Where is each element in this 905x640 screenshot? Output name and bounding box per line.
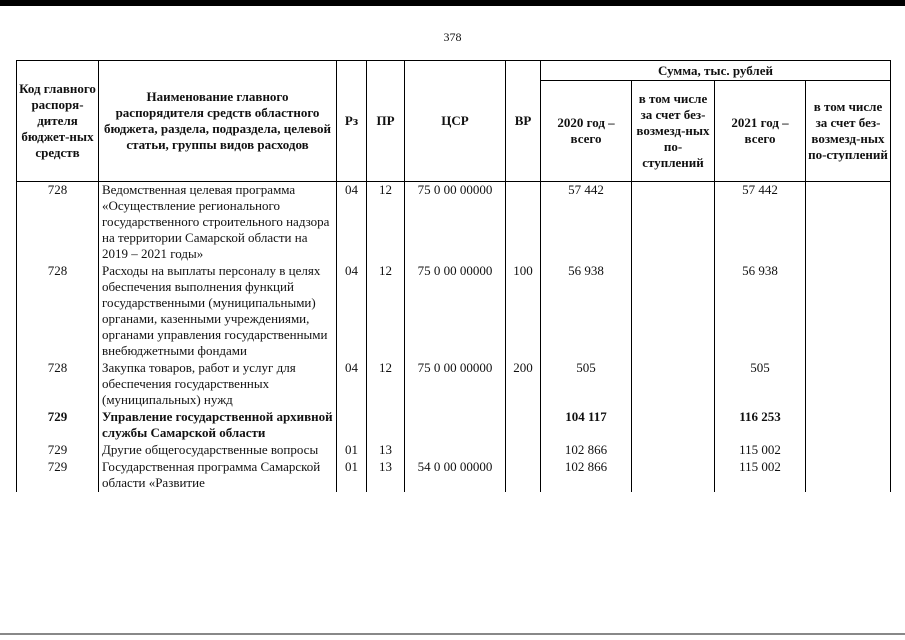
header-sum: Сумма, тыс. рублей [541,61,891,81]
cell-name: Расходы на выплаты персоналу в целях обеспечения выполнения функций государственными (муниципальными) органами, казенными учреждениями, органами управления государственными внебюджетными фондами [99,263,337,360]
header-kod: Код главного распоря-дителя бюджет-ных средств [17,61,99,182]
cell-y2020-free [632,442,715,459]
cell-vr: 200 [506,360,541,409]
top-border [0,0,905,6]
cell-y2021-free [806,442,891,459]
header-rz: Рз [337,61,367,182]
cell-y2021-free [806,263,891,360]
cell-rz [337,409,367,442]
cell-y2020: 56 938 [541,263,632,360]
header-vr: ВР [506,61,541,182]
header-csr: ЦСР [405,61,506,182]
cell-pr: 12 [367,263,405,360]
cell-pr: 12 [367,360,405,409]
cell-y2021: 116 253 [715,409,806,442]
cell-pr: 13 [367,459,405,492]
cell-kod: 729 [17,459,99,492]
cell-kod: 728 [17,182,99,264]
cell-y2021: 115 002 [715,459,806,492]
bottom-border [0,633,905,635]
cell-y2020-free [632,182,715,264]
table-row [17,360,891,409]
cell-csr [405,442,506,459]
cell-kod: 728 [17,360,99,409]
cell-rz: 04 [337,182,367,264]
cell-csr: 54 0 00 00000 [405,459,506,492]
header-2020-free: в том числе за счет без-возмезд-ных по-ступлений [632,81,715,182]
page-number: 378 [443,30,462,44]
cell-csr [405,409,506,442]
cell-rz: 01 [337,459,367,492]
cell-y2021-free [806,409,891,442]
cell-y2020-free [632,409,715,442]
cell-y2021: 56 938 [715,263,806,360]
cell-vr [506,409,541,442]
cell-name: Закупка товаров, работ и услуг для обеспечения государственных (муниципальных) нужд [99,360,337,409]
cell-csr: 75 0 00 00000 [405,360,506,409]
header-name: Наименование главного распорядителя средств областного бюджета, раздела, подраздела, целевой статьи, группы видов расходов [99,61,337,182]
cell-kod: 729 [17,442,99,459]
cell-rz: 04 [337,263,367,360]
cell-y2021: 115 002 [715,442,806,459]
cell-y2021: 505 [715,360,806,409]
cell-y2021-free [806,182,891,264]
cell-pr: 12 [367,182,405,264]
cell-name: Государственная программа Самарской области «Развитие [99,459,337,492]
cell-csr: 75 0 00 00000 [405,263,506,360]
cell-vr [506,459,541,492]
cell-name: Ведомственная целевая программа «Осуществление регионального государственного строительного надзора на территории Самарской области на 2019 – 2021 годы» [99,182,337,264]
cell-pr [367,409,405,442]
cell-rz: 01 [337,442,367,459]
budget-table [16,60,891,492]
cell-y2020-free [632,263,715,360]
cell-y2020: 505 [541,360,632,409]
cell-kod: 729 [17,409,99,442]
cell-y2020: 102 866 [541,459,632,492]
cell-y2020: 57 442 [541,182,632,264]
cell-y2020: 102 866 [541,442,632,459]
cell-pr: 13 [367,442,405,459]
cell-y2020: 104 117 [541,409,632,442]
cell-kod: 728 [17,263,99,360]
cell-vr [506,442,541,459]
cell-vr [506,182,541,264]
cell-name: Управление государственной архивной службы Самарской области [99,409,337,442]
cell-y2021-free [806,360,891,409]
cell-name: Другие общегосударственные вопросы [99,442,337,459]
cell-vr: 100 [506,263,541,360]
header-2021-total: 2021 год – всего [715,81,806,182]
table-row [17,459,891,492]
cell-rz: 04 [337,360,367,409]
budget-table-container [16,60,890,492]
table-row [17,409,891,442]
cell-y2021-free [806,459,891,492]
cell-y2021: 57 442 [715,182,806,264]
cell-y2020-free [632,360,715,409]
table-row [17,263,891,360]
table-row [17,182,891,264]
header-pr: ПР [367,61,405,182]
cell-y2020-free [632,459,715,492]
header-2020-total: 2020 год – всего [541,81,632,182]
table-row [17,442,891,459]
header-2021-free: в том числе за счет без-возмезд-ных по-ступлений [806,81,891,182]
header-row-1 [17,61,891,81]
table-body [17,182,891,493]
cell-csr: 75 0 00 00000 [405,182,506,264]
